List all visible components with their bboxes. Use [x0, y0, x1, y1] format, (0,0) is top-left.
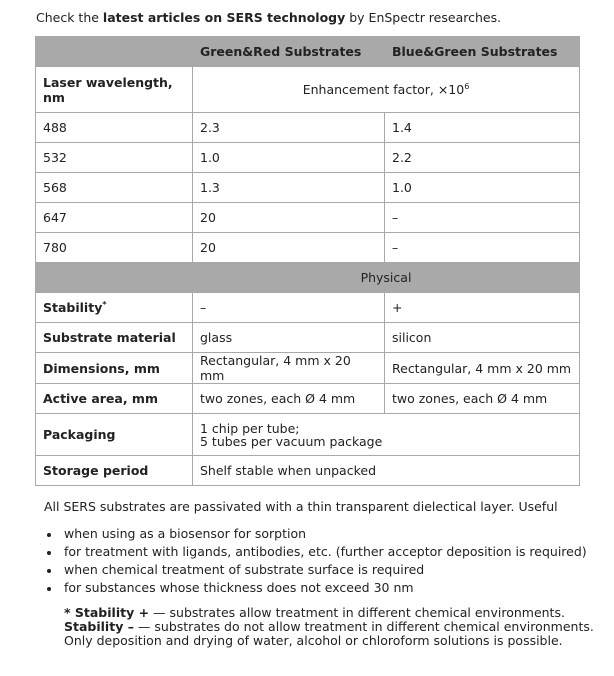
note-minus-text: — substrates do not allow treatment in different chemical environments. [133, 619, 594, 634]
table-row [36, 113, 580, 143]
gr-value-cell: 20 [193, 233, 385, 263]
bg-value-cell: – [385, 233, 580, 263]
wavelength-cell: 780 [36, 233, 193, 263]
list-item: when chemical treatment of substrate surface is required [44, 561, 587, 579]
intro-suffix: by EnSpectr researches. [345, 10, 502, 25]
table-header-row [36, 37, 580, 67]
substrate-spec-table [35, 36, 580, 486]
stability-label [36, 293, 193, 323]
packaging-value [193, 414, 580, 456]
gr-value-cell: 1.0 [193, 143, 385, 173]
header-green-red: Green&Red Substrates [193, 37, 385, 67]
gr-value-cell: 2.3 [193, 113, 385, 143]
dimensions-row [36, 353, 580, 384]
table-row [36, 173, 580, 203]
dimensions-bg: Rectangular, 4 mm x 20 mm [385, 353, 580, 384]
active-area-bg: two zones, each Ø 4 mm [385, 384, 580, 414]
material-label: Substrate material [36, 323, 193, 353]
packaging-label: Packaging [36, 414, 193, 456]
physical-label: Physical [193, 263, 580, 293]
uses-list [44, 525, 587, 597]
list-item: for substances whose thickness does not exceed 30 nm [44, 579, 587, 597]
stability-bg: + [385, 293, 580, 323]
note-deposition: Only deposition and drying of water, alcohol or chloroform solutions is possible. [64, 633, 563, 648]
storage-row [36, 456, 580, 486]
intro-text [36, 10, 501, 25]
bg-value-cell: 2.2 [385, 143, 580, 173]
stability-asterisk: * [102, 299, 107, 309]
material-row [36, 323, 580, 353]
passivation-paragraph: All SERS substrates are passivated with a thin transparent dielectical layer. Useful [44, 499, 558, 514]
enhancement-factor-label [193, 67, 580, 113]
packaging-row [36, 414, 580, 456]
gr-value-cell: 20 [193, 203, 385, 233]
laser-wavelength-label: Laser wavelength, nm [36, 67, 193, 113]
note-stability-plus [64, 606, 594, 620]
table-row [36, 233, 580, 263]
laser-row [36, 67, 580, 113]
stability-text: Stability [43, 300, 103, 315]
physical-section-row [36, 263, 580, 293]
intro-prefix: Check the [36, 10, 103, 25]
wavelength-cell: 532 [36, 143, 193, 173]
note-minus-term: Stability – [64, 619, 134, 634]
stability-notes [64, 606, 594, 648]
articles-link[interactable]: latest articles on SERS technology [102, 10, 346, 25]
list-item: when using as a biosensor for sorption [44, 525, 587, 543]
note-plus-text: — substrates allow treatment in different chemical environments. [149, 605, 565, 620]
wavelength-cell: 568 [36, 173, 193, 203]
table-row [36, 203, 580, 233]
packaging-line-2: 5 tubes per vacuum package [200, 433, 383, 449]
gr-value-cell: 1.3 [193, 173, 385, 203]
table-row [36, 143, 580, 173]
stability-gr: – [193, 293, 385, 323]
bg-value-cell: 1.0 [385, 173, 580, 203]
wavelength-cell: 488 [36, 113, 193, 143]
wavelength-cell: 647 [36, 203, 193, 233]
header-empty-cell [36, 37, 193, 67]
list-item: for treatment with ligands, antibodies, etc. (further acceptor deposition is required) [44, 543, 587, 561]
material-bg: silicon [385, 323, 580, 353]
dimensions-gr: Rectangular, 4 mm x 20 mm [193, 353, 385, 384]
storage-label: Storage period [36, 456, 193, 486]
bg-value-cell: 1.4 [385, 113, 580, 143]
physical-empty-cell [36, 263, 193, 293]
bg-value-cell: – [385, 203, 580, 233]
active-area-label: Active area, mm [36, 384, 193, 414]
note-plus-term: * Stability + [64, 605, 150, 620]
enhancement-text: Enhancement factor, ×10 [302, 82, 465, 97]
stability-row [36, 293, 580, 323]
dimensions-label: Dimensions, mm [36, 353, 193, 384]
note-stability-minus [64, 620, 594, 634]
storage-value: Shelf stable when unpacked [193, 456, 580, 486]
active-area-gr: two zones, each Ø 4 mm [193, 384, 385, 414]
material-gr: glass [193, 323, 385, 353]
active-area-row [36, 384, 580, 414]
enhancement-exponent: 6 [464, 81, 470, 91]
packaging-line-1: 1 chip per tube; [200, 420, 300, 436]
header-blue-green: Blue&Green Substrates [385, 37, 580, 67]
